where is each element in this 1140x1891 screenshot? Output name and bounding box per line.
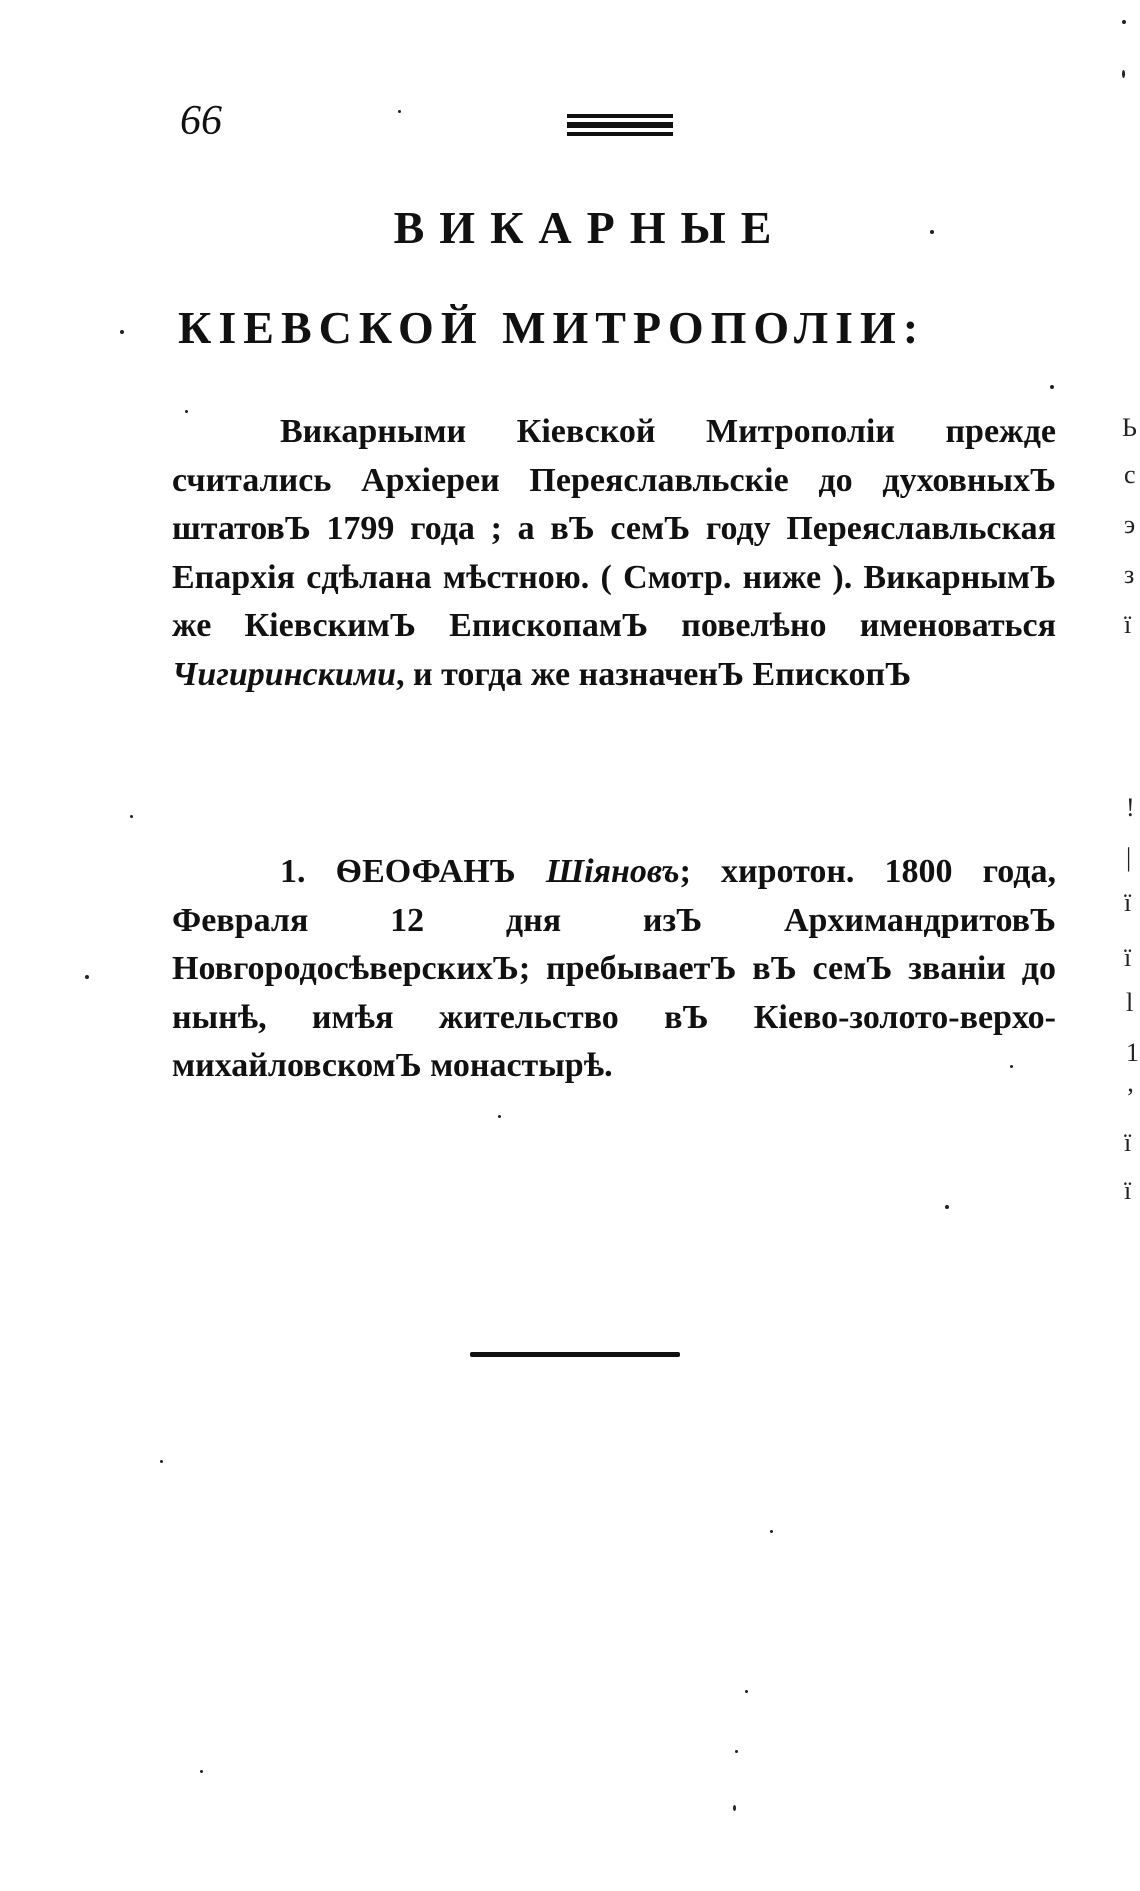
paper-speck — [745, 1690, 748, 1693]
paper-speck — [160, 1460, 163, 1463]
paper-speck — [498, 1115, 501, 1118]
edge-mark: 1 — [1126, 1038, 1139, 1067]
entry-text: ; хиротон. 1800 года, Февраля 12 дня изЪ АрхимандритовЪ НовгородосѣверскихЪ; пребываетЪ вЪ семЪ званіи до нынѣ, имѣя жительство вЪ Кіево-золото-верхо-михайловскомЪ монастырѣ. — [172, 853, 1056, 1084]
edge-mark: с — [1124, 460, 1136, 489]
edge-mark: Ь — [1122, 413, 1137, 442]
paper-speck — [945, 1205, 949, 1209]
paper-speck — [200, 1770, 203, 1773]
paper-speck — [130, 815, 133, 818]
paper-speck — [185, 410, 188, 413]
paper-speck — [770, 1530, 773, 1533]
edge-mark: l — [1126, 988, 1134, 1017]
edge-mark: ї — [1124, 1176, 1132, 1205]
paper-speck — [735, 1750, 738, 1753]
entry-surname: Шіяновъ — [545, 853, 680, 890]
paper-speck — [85, 975, 89, 979]
heading-line-2: КІЕВСКОЙ МИТРОПОЛІИ: — [178, 302, 926, 353]
edge-mark: ʼ — [1126, 1083, 1135, 1112]
edge-mark: ї — [1124, 610, 1132, 639]
paper-speck — [398, 110, 401, 113]
paragraph-entry-1 — [172, 848, 1056, 1091]
header-ornament — [567, 114, 673, 140]
edge-mark: | — [1126, 843, 1132, 872]
paper-speck — [1122, 20, 1126, 24]
paper-speck — [120, 330, 124, 334]
paragraph-intro-italic: Чигиринскими — [172, 655, 397, 693]
paper-speck — [930, 230, 934, 234]
closing-rule — [470, 1352, 680, 1357]
page-number: 66 — [180, 98, 222, 144]
edge-mark: ! — [1126, 793, 1135, 822]
paragraph-intro — [172, 408, 1056, 699]
edge-mark: э — [1124, 510, 1136, 539]
paper-speck — [1050, 385, 1054, 389]
paper-speck — [733, 1805, 736, 1811]
edge-mark: з — [1124, 560, 1135, 589]
edge-mark: ї — [1124, 943, 1132, 972]
edge-mark: ї — [1124, 888, 1132, 917]
paragraph-intro-text-1: Викарными Кіевской Митрополіи прежде считались Архіереи Переяславльскіе до духовныхЪ штатовЪ 1799 года ; а вЪ семЪ году Переяславльская Епархія сдѣлана мѣстною. ( Смотр. ниже ). ВикарнымЪ же КіевскимЪ ЕпископамЪ повелѣно именоваться — [172, 413, 1056, 644]
paper-speck — [1122, 70, 1125, 78]
paragraph-intro-text-2: , и тогда же назначенЪ ЕпископЪ — [396, 655, 912, 693]
paper-speck — [1010, 1065, 1013, 1068]
entry-name: ѲЕОФАНЪ — [335, 853, 516, 890]
heading-line-1: ВИКАРНЫЕ — [393, 202, 787, 253]
entry-number: 1. — [280, 853, 306, 890]
edge-mark: ї — [1124, 1128, 1132, 1157]
